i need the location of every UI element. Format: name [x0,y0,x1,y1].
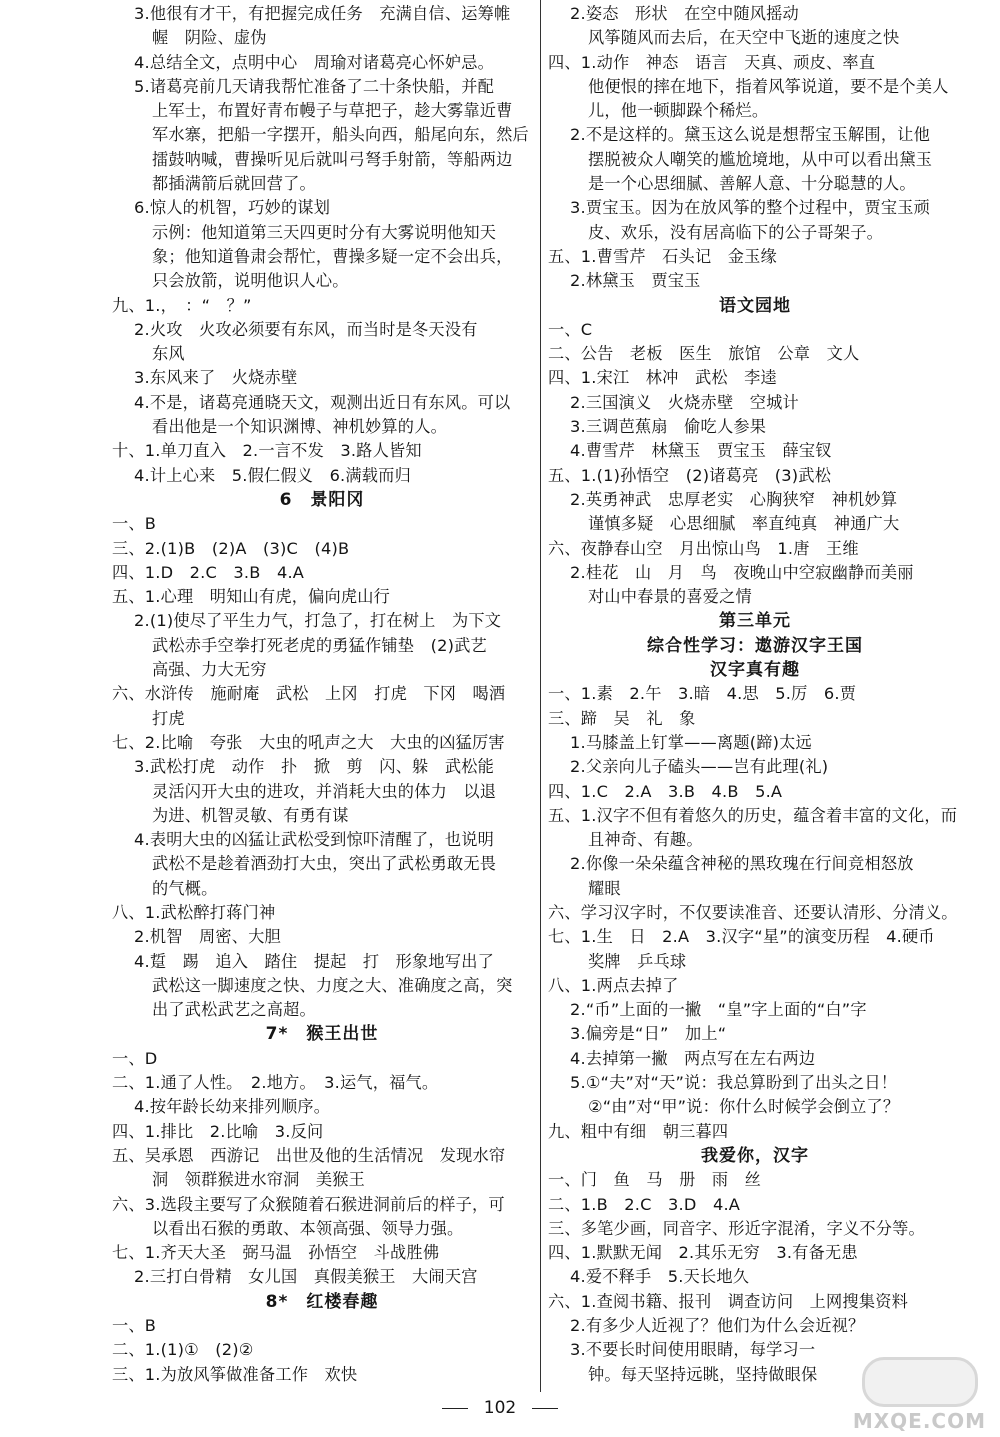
answer-line: 2.有多少人近视了？他们为什么会近视？ [570,1316,865,1336]
answer-line: 四、1.宋江 林冲 武松 李逵 [548,368,777,388]
answer-line: 一、1.素 2.午 3.暗 4.思 5.厉 6.贾 [548,684,857,704]
column-divider [540,0,541,1392]
answer-line: 为进、机智灵敏、有勇有谋 [152,805,349,825]
answer-line: 3.三调芭蕉扇 偷吃人参果 [570,417,767,437]
answer-line: 6.惊人的机智，巧妙的谋划 [134,198,331,218]
answer-line: 都插满箭后就回营了。 [152,174,316,194]
answer-line: 奖牌 乒乓球 [588,951,687,971]
answer-line: 只会放箭，说明他识人心。 [152,271,349,291]
answer-line: 六、学习汉字时，不仅要读准音、还要认清形、分清义。 [548,902,958,922]
section-heading: 语文园地 [719,295,791,316]
answer-line: 五、吴承恩 西游记 出世及他的生活情况 发现水帘 [112,1145,506,1165]
answer-line: 看出他是一个知识渊博、神机妙算的人。 [152,417,447,437]
answer-line: 5.诸葛亮前几天请我帮忙准备了二十条快船，并配 [134,76,494,96]
answer-line: 4.总结全文，点明中心 周瑜对诸葛亮心怀妒忌。 [134,52,494,72]
answer-line: 四、1.C 2.A 3.B 4.B 5.A [548,781,783,801]
section-heading: 第三单元 [719,611,791,632]
answer-line: 皮、欢乐，没有居高临下的公子哥架子。 [588,222,883,242]
answer-line: 东风 [152,344,185,364]
answer-line: 七、2.比喻 夸张 大虫的吼声之大 大虫的凶猛厉害 [112,732,505,752]
answer-line: 出了武松武艺之高超。 [152,1000,316,1020]
answer-line: 2.林黛玉 贾宝玉 [570,271,701,291]
answer-line: 八、1.武松醉打蒋门神 [112,902,276,922]
answer-line: 摆脱被众人嘲笑的尴尬境地，从中可以看出黛玉 [588,149,933,169]
answer-line: 4.去掉第一撇 两点写在左右两边 [570,1048,816,1068]
answer-line: 三、蹄 吴 礼 象 [548,708,696,728]
watermark [842,1355,992,1435]
answer-line: 四、1.默默无闻 2.其乐无穷 3.有备无患 [548,1243,858,1263]
answer-line: 三、2.(1)B (2)A (3)C (4)B [112,538,350,558]
answer-line: 一、B [112,514,157,534]
watermark-text: MXQE.COM [852,1409,986,1433]
answer-line: 十、1.单刀直入 2.一言不发 3.路人皆知 [112,441,422,461]
answer-line: 的气概。 [152,878,218,898]
answer-line: 灵活闪开大虫的进攻，并消耗大虫的体力 以退 [152,781,497,801]
answer-line: 2.不是这样的。黛玉这么说是想帮宝玉解围，让他 [570,125,930,145]
answer-line: 3.偏旁是“日” 加上“ [570,1024,727,1044]
left-column [112,2,532,1387]
answer-line: 四、1.动作 神态 语言 天真、顽皮、率直 [548,52,876,72]
answer-line: 六、1.查阅书籍、报刊 调查访问 上网搜集资料 [548,1291,908,1311]
answer-line: 4.不是，诸葛亮通晓天文，观测出近日有东风。可以 [134,392,511,412]
answer-line: 2.三国演义 火烧赤壁 空城计 [570,392,799,412]
answer-line: 他便恨的摔在地下，指着风筝说道，要不是个美人 [588,76,949,96]
answer-line: 4.爱不释手 5.天长地久 [570,1267,750,1287]
answer-line: 五、1.(1)孙悟空 (2)诸葛亮 (3)武松 [548,465,832,485]
answer-line: ②“由”对“甲”说：你什么时候学会倒立了？ [588,1097,900,1117]
answer-line: 四、1.D 2.C 3.B 4.A [112,562,305,582]
section-heading: 我爱你，汉字 [701,1145,809,1166]
answer-line: 3.他很有才干，有把握完成任务 充满自信、运筹帷 [134,4,511,23]
answer-line: 3.东风来了 火烧赤壁 [134,368,298,388]
answer-line: 三、多笔少画，同音字、形近字混淆，字义不分等。 [548,1218,925,1238]
answer-line: 六、夜静春山空 月出惊山鸟 1.唐 王维 [548,538,859,558]
answer-line: 2.桂花 山 月 鸟 夜晚山中空寂幽静而美丽 [570,562,914,582]
answer-line: 打虎 [152,708,185,728]
answer-line: 3.武松打虎 动作 扑 掀 剪 闪、躲 武松能 [134,757,494,777]
answer-line: 五、1.曹雪芹 石头记 金玉缘 [548,246,777,266]
answer-line: 八、1.两点去掉了 [548,975,679,995]
answer-line: 武松这一脚速度之快、力度之大、准确度之高，突 [152,975,513,995]
answer-line: 4.曹雪芹 林黛玉 贾宝玉 薛宝钗 [570,441,832,461]
section-heading: 6 景阳冈 [279,489,365,510]
answer-line: 且神奇、有趣。 [588,830,703,850]
answer-line: 一、门 鱼 马 册 雨 丝 [548,1170,762,1190]
answer-line: 谨慎多疑 心思细腻 率直纯真 神通广大 [588,514,900,534]
footer-dash-left [442,1408,468,1409]
answer-line: 2.(1)使尽了平生力气，打急了，打在树上 为下文 [134,611,502,631]
answer-line: 2.机智 周密、大胆 [134,927,281,947]
answer-line: 1.马膝盖上钉掌——离题(蹄)太远 [570,732,812,752]
footer-dash-right [532,1408,558,1409]
answer-line: 耀眼 [588,878,621,898]
answer-line: 七、1.生 日 2.A 3.汉字“星”的演变历程 4.硬币 [548,927,935,947]
section-heading: 汉字真有趣 [710,660,800,681]
answer-line: 五、1.心理 明知山有虎，偏向虎山行 [112,587,391,607]
answer-line: 钟。每天坚持远眺，坚持做眼保 [588,1364,818,1384]
answer-line: 4.按年龄长幼来排列顺序。 [134,1097,331,1117]
answer-line: 幄 阴险、虚伪 [152,28,267,48]
answer-line: 四、1.排比 2.比喻 3.反问 [112,1121,324,1141]
answer-line: 三、1.为放风筝做准备工作 欢快 [112,1364,358,1384]
answer-line: 2.姿态 形状 在空中随风摇动 [570,4,799,23]
answer-line: 二、1.(1)① (2)② [112,1340,254,1360]
answer-line: 高强、力大无穷 [152,660,267,680]
answer-line: 2.“币”上面的一撇 “皇”字上面的“白”字 [570,1000,867,1020]
answer-line: 以看出石猴的勇敢、本领高强、领导力强。 [152,1218,464,1238]
answer-line: 4.表明大虫的凶猛让武松受到惊吓清醒了，也说明 [134,830,494,850]
answer-line: 一、D [112,1048,158,1068]
answer-line: 五、1.汉字不但有着悠久的历史，蕴含着丰富的文化，而 [548,805,958,825]
section-heading: 8* 红楼春趣 [265,1291,379,1312]
answer-line: 风筝随风而去后，在天空中飞逝的速度之快 [588,28,900,48]
answer-line: 七、1.齐天大圣 弼马温 孙悟空 斗战胜佛 [112,1243,440,1263]
watermark-logo [862,1357,978,1407]
answer-line: 一、C [548,319,593,339]
answer-line: 一、B [112,1316,157,1336]
answer-line: 二、公告 老板 医生 旅馆 公章 文人 [548,344,860,364]
answer-line: 示例：他知道第三天四更时分有大雾说明他知天 [152,222,497,242]
answer-line: 二、1.通了人性。 2.地方。 3.运气，福气。 [112,1073,439,1093]
answer-line: 洞 领群猴进水帘洞 美猴王 [152,1170,366,1190]
answer-line: 4.踅 踢 追入 踏住 提起 打 形象地写出了 [134,951,494,971]
answer-line: 4.计上心来 5.假仁假义 6.满载而归 [134,465,411,485]
page-number: 102 [483,1398,517,1418]
answer-line: 象；他知道鲁肃会帮忙，曹操多疑一定不会出兵， [152,246,513,266]
answer-line: 九、粗中有细 朝三暮四 [548,1121,729,1141]
answer-line: 2.火攻 火攻必须要有东风，而当时是冬天没有 [134,319,478,339]
answer-line: 上军士，布置好青布幔子与草把子，趁大雾靠近曹 [152,101,513,121]
answer-line: 2.你像一朵朵蕴含神秘的黑玫瑰在行间竞相怒放 [570,854,914,874]
answer-line: 2.三打白骨精 女儿国 真假美猴王 大闹天宫 [134,1267,478,1287]
answer-line: 六、水浒传 施耐庵 武松 上冈 打虎 下冈 喝酒 [112,684,506,704]
answer-line: 2.英勇神武 忠厚老实 心胸狭窄 神机妙算 [570,489,898,509]
answer-line: 儿，他一顿脚跺个稀烂。 [588,101,769,121]
answer-line: 六、3.选段主要写了众猴随着石猴进洞前后的样子，可 [112,1194,505,1214]
answer-line: 军水寨，把船一字摆开，船头向西，船尾向东，然后 [152,125,529,145]
answer-line: 九、1.， ：“ ？” [112,295,252,315]
answer-line: 武松赤手空拳打死老虎的勇猛作铺垫 (2)武艺 [152,635,487,655]
answer-line: 2.父亲向儿子磕头——岂有此理(礼) [570,757,829,777]
section-heading: 综合性学习：遨游汉字王国 [647,635,863,656]
answer-line: 是一个心思细腻、善解人意、十分聪慧的人。 [588,174,916,194]
answer-line: 擂鼓呐喊，曹操听见后就叫弓弩手射箭，等船两边 [152,149,513,169]
answer-line: 3.贾宝玉。因为在放风筝的整个过程中，贾宝玉顽 [570,198,930,218]
answer-line: 3.不要长时间使用眼睛，每学习一 [570,1340,816,1360]
answer-line: 武松不是趁着酒劲打大虫，突出了武松勇敢无畏 [152,854,497,874]
answer-line: 5.①“夫”对“天”说：我总算盼到了出头之日！ [570,1073,898,1093]
answer-line: 二、1.B 2.C 3.D 4.A [548,1194,741,1214]
section-heading: 7* 猴王出世 [265,1024,379,1045]
right-column [548,2,962,1387]
answer-line: 对山中春景的喜爱之情 [588,587,752,607]
